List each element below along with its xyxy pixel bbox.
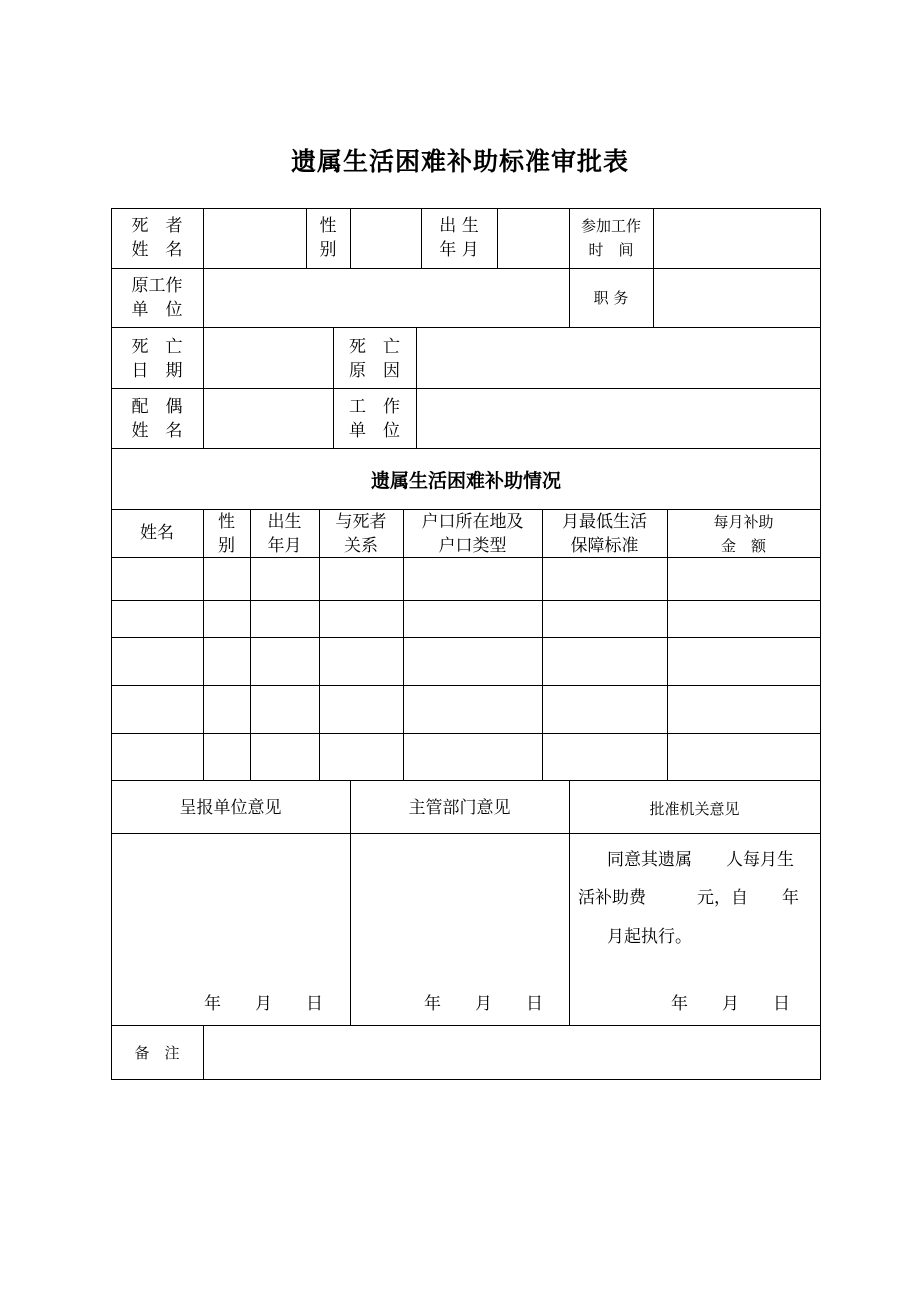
- spouse-unit-label: 工 作 单 位: [349, 397, 400, 441]
- spouse-name-label: 配 偶 姓 名: [131, 397, 183, 441]
- col-relation: 与死者 关系: [335, 512, 387, 556]
- deceased-name-label: 死 者 姓 名: [131, 216, 183, 260]
- table-row[interactable]: [112, 558, 820, 600]
- work-start-field[interactable]: [654, 209, 820, 268]
- death-cause-field[interactable]: [417, 328, 820, 388]
- col-min-living: 月最低生活 保障标准: [562, 512, 647, 556]
- supervising-opinion-field[interactable]: [351, 834, 569, 984]
- deceased-birth-label: 出 生 年 月: [439, 216, 479, 260]
- deceased-birth-field[interactable]: [498, 209, 569, 268]
- table-row[interactable]: [112, 686, 820, 733]
- approval-text-line1: 同意其遗属 人每月生: [607, 850, 794, 870]
- position-label: 职 务: [593, 289, 629, 307]
- spouse-unit-field[interactable]: [417, 389, 820, 448]
- col-gender: 性 别: [218, 512, 235, 556]
- death-cause-label: 死 亡 原 因: [349, 337, 400, 381]
- remarks-label: 备 注: [134, 1044, 180, 1062]
- table-row[interactable]: [112, 638, 820, 685]
- approving-date: 年 月 日: [671, 994, 790, 1014]
- work-start-label: 参加工作 时 间: [580, 217, 641, 259]
- table-border-bottom: [111, 1079, 821, 1080]
- orig-unit-label: 原工作 单 位: [131, 276, 183, 320]
- supervising-opinion-label: 主管部门意见: [408, 798, 511, 818]
- col-name: 姓名: [140, 523, 174, 543]
- remarks-field[interactable]: [204, 1026, 820, 1079]
- deceased-gender-label: 性 别: [319, 216, 337, 260]
- table-row[interactable]: [112, 601, 820, 637]
- reporting-opinion-field[interactable]: [112, 834, 350, 984]
- col-hukou: 户口所在地及 户口类型: [421, 512, 524, 556]
- table-row[interactable]: [112, 734, 820, 780]
- col-monthly-subsidy: 每月补助 金 额: [713, 513, 774, 555]
- page-title: 遗属生活困难补助标准审批表: [290, 147, 629, 176]
- death-date-label: 死 亡 日 期: [131, 337, 183, 381]
- deceased-gender-field[interactable]: [351, 209, 421, 268]
- section-title: 遗属生活困难补助情况: [370, 470, 561, 492]
- reporting-opinion-label: 呈报单位意见: [179, 798, 282, 818]
- approving-opinion-label: 批准机关意见: [649, 800, 740, 818]
- deceased-name-field[interactable]: [204, 209, 306, 268]
- supervising-date: 年 月 日: [424, 994, 543, 1014]
- col-birth: 出生 年月: [267, 512, 302, 556]
- orig-unit-field[interactable]: [204, 269, 569, 327]
- death-date-field[interactable]: [204, 328, 333, 388]
- spouse-name-field[interactable]: [204, 389, 333, 448]
- reporting-date: 年 月 日: [204, 994, 323, 1014]
- position-field[interactable]: [654, 269, 820, 327]
- approval-text-line2: 活补助费 元，自 年: [578, 888, 799, 908]
- approval-text-line3: 月起执行。: [607, 927, 692, 947]
